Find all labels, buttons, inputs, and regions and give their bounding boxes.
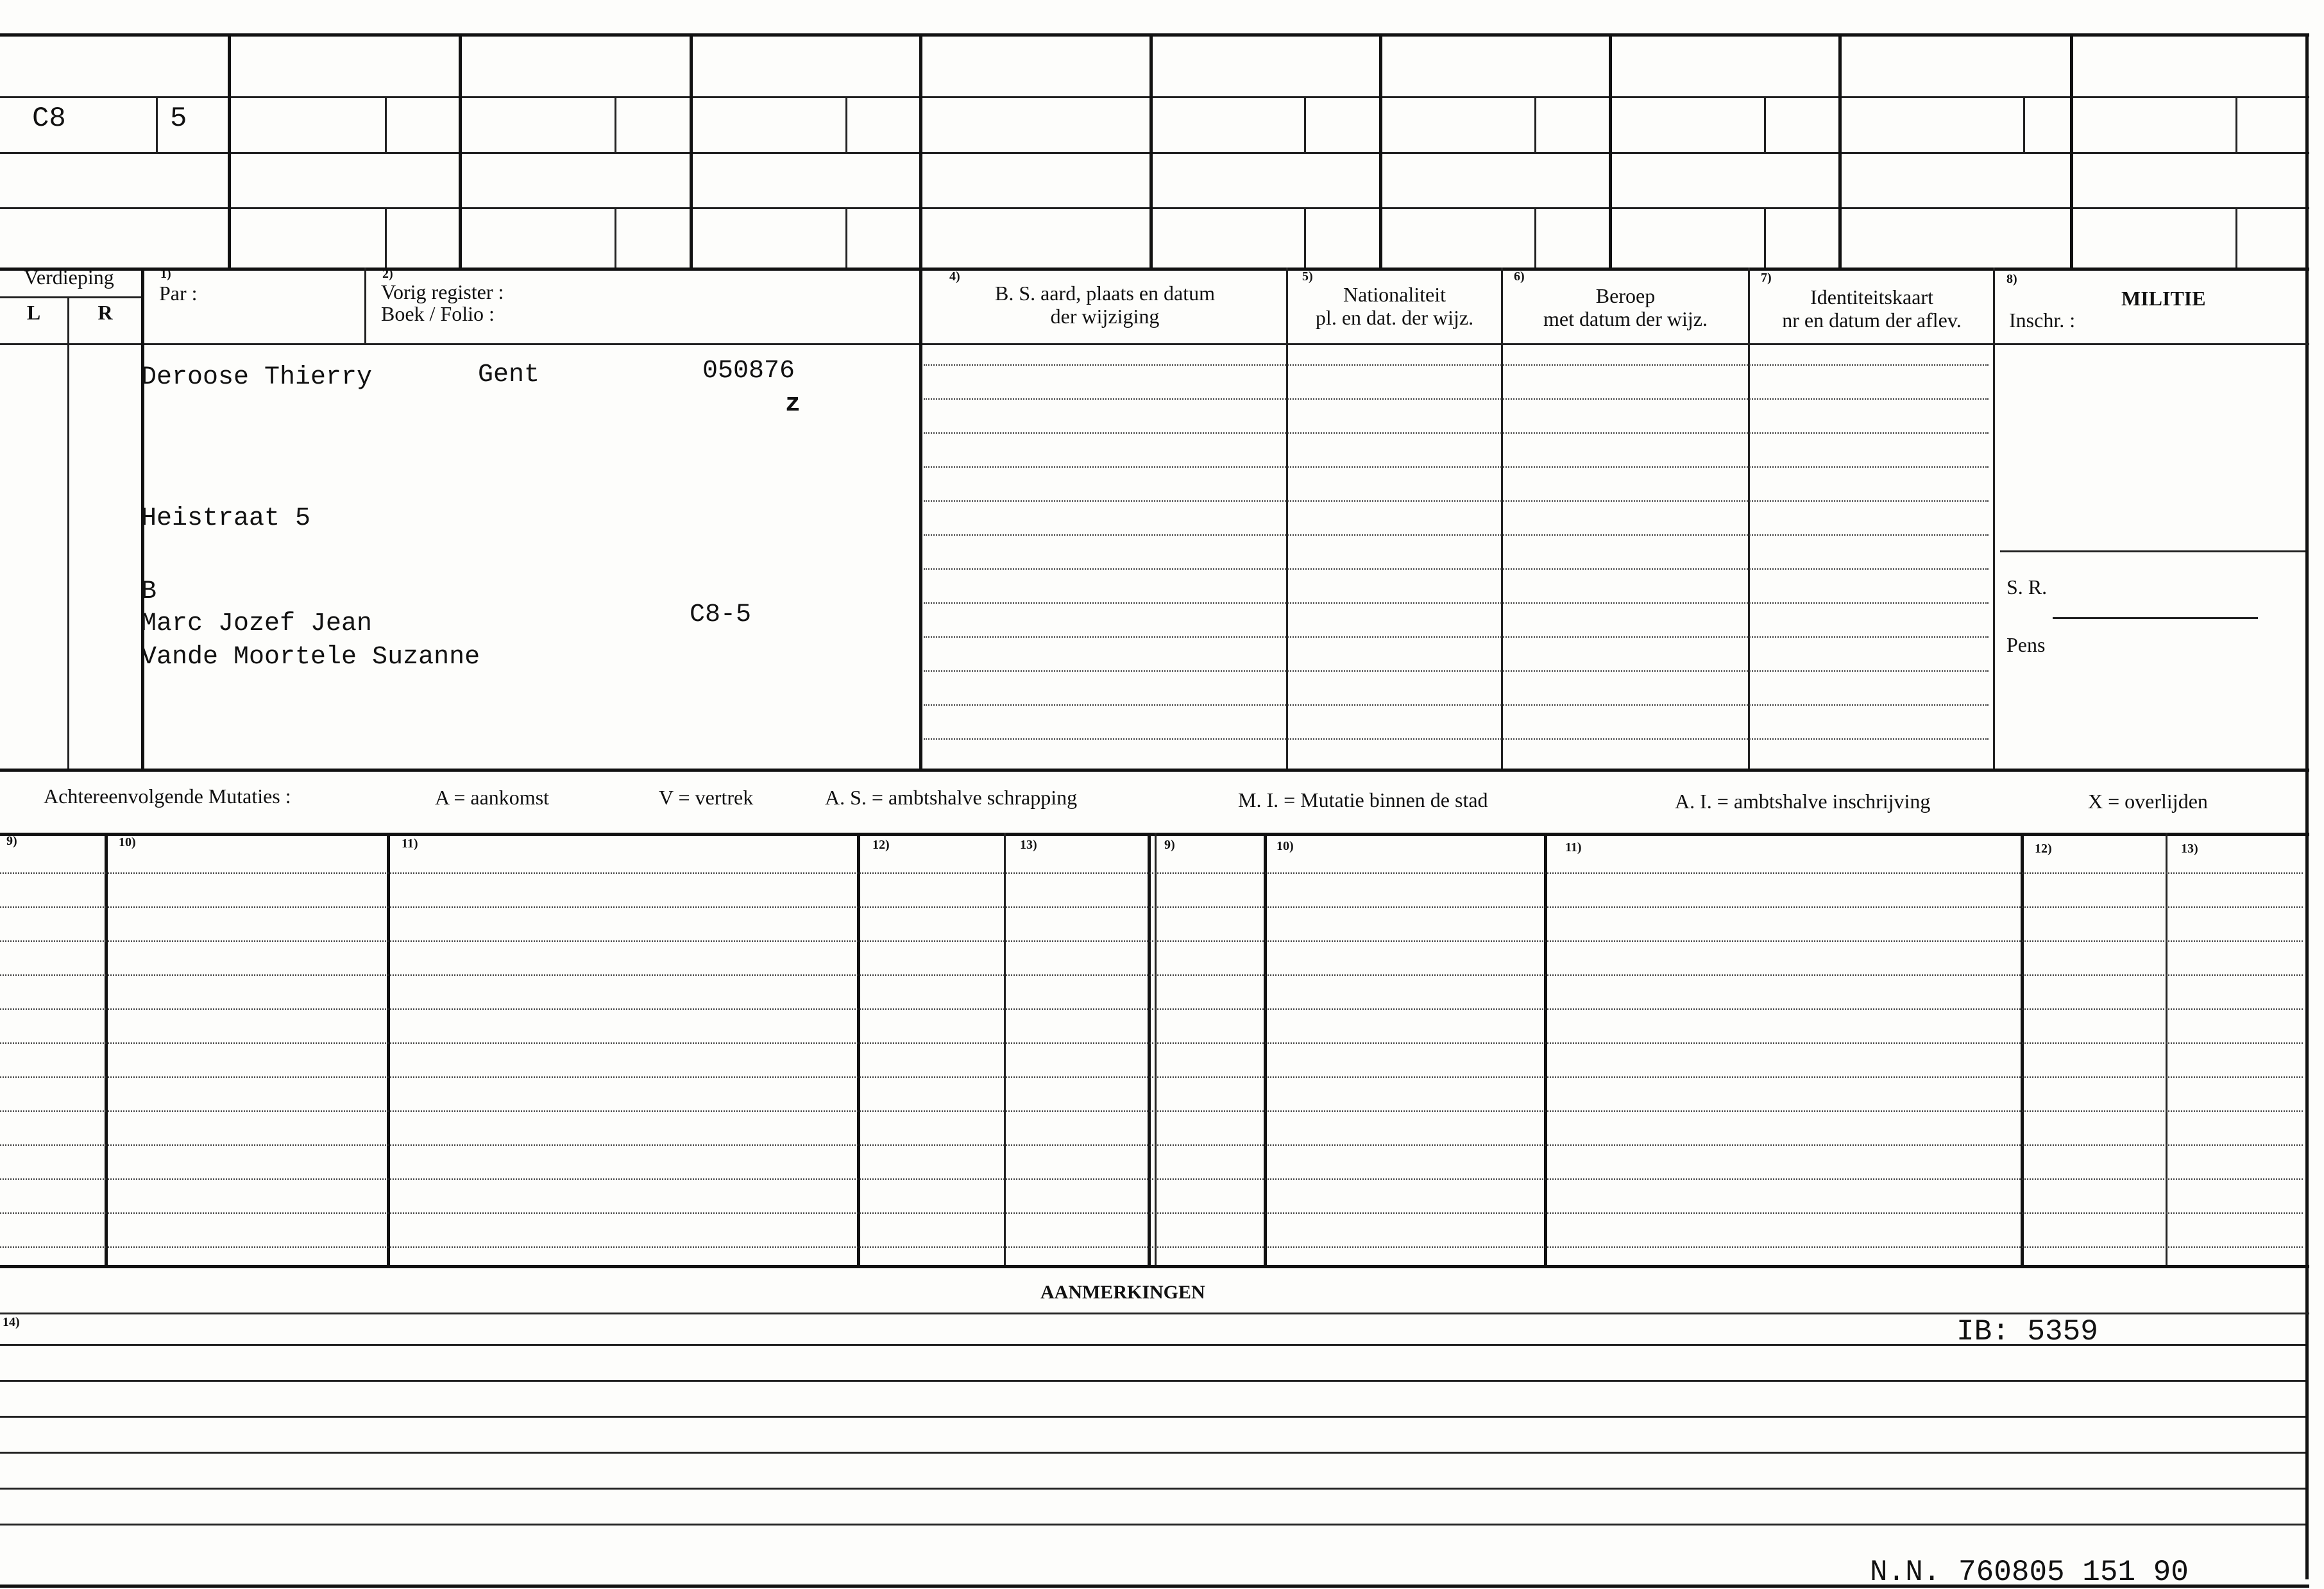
grid-subcol-line xyxy=(1534,207,1536,268)
legend-mi: M. I. = Mutatie binnen de stad xyxy=(1238,788,1488,811)
mother-name: Vande Moortele Suzanne xyxy=(141,643,480,672)
vorig-register-label: Vorig register : xyxy=(381,280,504,303)
body-dotted-line xyxy=(924,364,1989,366)
nat-label-2: pl. en dat. der wijz. xyxy=(1315,306,1474,329)
grid-subcol-line xyxy=(615,96,616,152)
mutation-dotted-line xyxy=(0,1110,2303,1112)
body-dotted-line xyxy=(924,432,1989,434)
mil-number: 8) xyxy=(2006,272,2017,286)
vorig-number: 2) xyxy=(382,267,393,281)
bs-label-2: der wijziging xyxy=(1050,305,1160,328)
grid-subcol-line xyxy=(2023,96,2025,152)
mut-col-line xyxy=(105,833,108,1265)
header-top-border xyxy=(0,268,2309,271)
id-col-line xyxy=(1748,268,1750,771)
boek-folio-label: Boek / Folio : xyxy=(381,302,495,325)
grid-subcol-line xyxy=(1764,207,1766,268)
nn-number: N.N. 760805 151 90 xyxy=(1870,1556,2189,1589)
body-dotted-line xyxy=(924,500,1989,502)
mut-col-line xyxy=(1155,833,1157,1265)
remarks-line xyxy=(0,1416,2305,1418)
birthdate: 050876 xyxy=(702,357,795,386)
body-dotted-line xyxy=(924,534,1989,536)
mut-col-label: 11) xyxy=(1565,840,1582,854)
grid-col-line xyxy=(228,33,231,268)
id-label-1: Identiteitskaart xyxy=(1810,285,1933,309)
bs-number: 4) xyxy=(949,269,960,284)
mut-col-label: 10) xyxy=(1277,839,1294,853)
vorig-col-line xyxy=(364,268,366,343)
remarks-bottom-border xyxy=(0,1585,2309,1588)
reference-code: C8-5 xyxy=(690,600,752,629)
par-label: Par : xyxy=(159,282,198,305)
grid-col-line xyxy=(919,33,922,268)
address: Heistraat 5 xyxy=(141,504,311,533)
top-number-cell: 5 xyxy=(170,103,187,135)
mut-col-label: 9) xyxy=(1164,838,1175,852)
grid-subcol-line xyxy=(1764,96,1766,152)
grid-col-line xyxy=(1838,33,1842,268)
remarks-line xyxy=(0,1344,2305,1346)
grid-subcol-line xyxy=(845,207,847,268)
sex: z xyxy=(785,390,801,419)
grid-col-line xyxy=(1379,33,1382,268)
beroep-col-line xyxy=(1501,268,1503,771)
nat-label-1: Nationaliteit xyxy=(1343,283,1446,306)
verdieping-divider xyxy=(0,296,141,298)
militie-label: MILITIE xyxy=(2121,287,2206,310)
grid-subcol-line xyxy=(1304,207,1306,268)
lr-col-line xyxy=(67,296,69,771)
mutation-dotted-line xyxy=(0,1076,2303,1078)
mutation-dotted-line xyxy=(0,1178,2303,1180)
right-label: R xyxy=(98,301,113,324)
legend-v: V = vertrek xyxy=(659,786,754,809)
mutation-dotted-line xyxy=(0,906,2303,908)
verdieping-label: Verdieping xyxy=(24,266,114,289)
id-number: 7) xyxy=(1761,271,1772,285)
mut-col-label: 13) xyxy=(2181,842,2198,856)
grid-col-line xyxy=(1609,33,1612,268)
mut-col-label: 12) xyxy=(2035,842,2052,856)
mutations-title: Achtereenvolgende Mutaties : xyxy=(44,785,291,808)
par-number: 1) xyxy=(160,267,171,281)
mut-col-line xyxy=(2021,833,2024,1265)
body-dotted-line xyxy=(924,602,1989,604)
mutation-dotted-line xyxy=(0,872,2303,874)
inschr-label: Inschr. : xyxy=(2009,309,2076,332)
mut-col-line xyxy=(1004,833,1006,1265)
grid-subcol-line xyxy=(615,207,616,268)
grid-subcol-line xyxy=(385,96,387,152)
grid-subcol-line xyxy=(845,96,847,152)
ib-number: IB: 5359 xyxy=(1956,1315,2098,1348)
nat-col-line xyxy=(1286,268,1288,771)
header-bottom-line xyxy=(0,343,2309,345)
militia-underline xyxy=(2053,617,2258,619)
mutation-dotted-line xyxy=(0,1246,2303,1248)
legend-ai: A. I. = ambtshalve inschrijving xyxy=(1675,790,1931,813)
beroep-number: 6) xyxy=(1514,269,1525,284)
remarks-line xyxy=(0,1452,2305,1454)
mut-col-line xyxy=(1264,833,1267,1265)
top-grid-row-line xyxy=(0,96,2309,98)
grid-col-line xyxy=(1149,33,1153,268)
grid-subcol-line xyxy=(2235,96,2237,152)
remarks-line xyxy=(0,1524,2305,1525)
right-border xyxy=(2305,33,2309,1579)
mutation-dotted-line xyxy=(0,1042,2303,1044)
body-dotted-line xyxy=(924,568,1989,570)
birthplace: Gent xyxy=(478,361,540,389)
mutation-dotted-line xyxy=(0,940,2303,942)
mut-col-line xyxy=(1148,833,1151,1265)
grid-subcol-line xyxy=(156,96,158,152)
nationality-code: B xyxy=(141,577,157,606)
top-grid-row-line xyxy=(0,152,2309,154)
person-name: Deroose Thierry xyxy=(141,363,373,392)
bs-label-1: B. S. aard, plaats en datum xyxy=(994,282,1216,305)
father-name: Marc Jozef Jean xyxy=(141,609,373,638)
mut-col-label: 9) xyxy=(6,834,17,848)
bs-col-line xyxy=(919,268,922,771)
mut-col-line xyxy=(387,833,390,1265)
mut-col-label: 11) xyxy=(402,837,418,851)
top-grid-row-line xyxy=(0,207,2309,209)
mut-col-line xyxy=(2166,833,2167,1265)
mutation-dotted-line xyxy=(0,1008,2303,1010)
mut-col-label: 10) xyxy=(119,835,136,849)
grid-col-line xyxy=(2070,33,2073,268)
beroep-label-1: Beroep xyxy=(1595,284,1656,307)
remarks-line xyxy=(0,1488,2305,1490)
mut-col-line xyxy=(1544,833,1547,1265)
mutation-dotted-line xyxy=(0,1144,2303,1146)
body-dotted-line xyxy=(924,466,1989,468)
mutation-dotted-line xyxy=(0,1212,2303,1214)
left-label: L xyxy=(26,301,41,324)
id-label-2: nr en datum der aflev. xyxy=(1782,309,1962,332)
beroep-label-2: met datum der wijz. xyxy=(1543,307,1708,330)
mut-col-label: 13) xyxy=(1020,838,1037,852)
grid-col-line xyxy=(459,33,462,268)
mutation-dotted-line xyxy=(0,974,2303,976)
grid-subcol-line xyxy=(1534,96,1536,152)
legend-a: A = aankomst xyxy=(435,786,550,809)
grid-col-line xyxy=(690,33,693,268)
militia-separator xyxy=(2000,550,2305,552)
sr-label: S. R. xyxy=(2006,575,2048,599)
mut-col-label: 12) xyxy=(872,838,890,852)
grid-subcol-line xyxy=(1304,96,1306,152)
body-dotted-line xyxy=(924,738,1989,740)
remarks-number: 14) xyxy=(3,1315,20,1329)
legend-as: A. S. = ambtshalve schrapping xyxy=(825,786,1078,809)
top-code-cell: C8 xyxy=(32,103,66,135)
body-dotted-line xyxy=(924,398,1989,400)
grid-subcol-line xyxy=(2235,207,2237,268)
pens-label: Pens xyxy=(2006,633,2046,656)
mil-col-line xyxy=(1993,268,1995,771)
mut-col-line xyxy=(857,833,860,1265)
nat-number: 5) xyxy=(1302,269,1313,284)
legend-x: X = overlijden xyxy=(2088,790,2208,813)
body-dotted-line xyxy=(924,670,1989,672)
top-border xyxy=(0,33,2309,37)
body-dotted-line xyxy=(924,704,1989,706)
body-bottom-border xyxy=(0,769,2309,772)
mutation-bottom-border xyxy=(0,1265,2309,1268)
remarks-title: AANMERKINGEN xyxy=(1040,1282,1205,1303)
remarks-title-line xyxy=(0,1313,2309,1314)
grid-subcol-line xyxy=(385,207,387,268)
remarks-line xyxy=(0,1380,2305,1382)
body-dotted-line xyxy=(924,636,1989,638)
